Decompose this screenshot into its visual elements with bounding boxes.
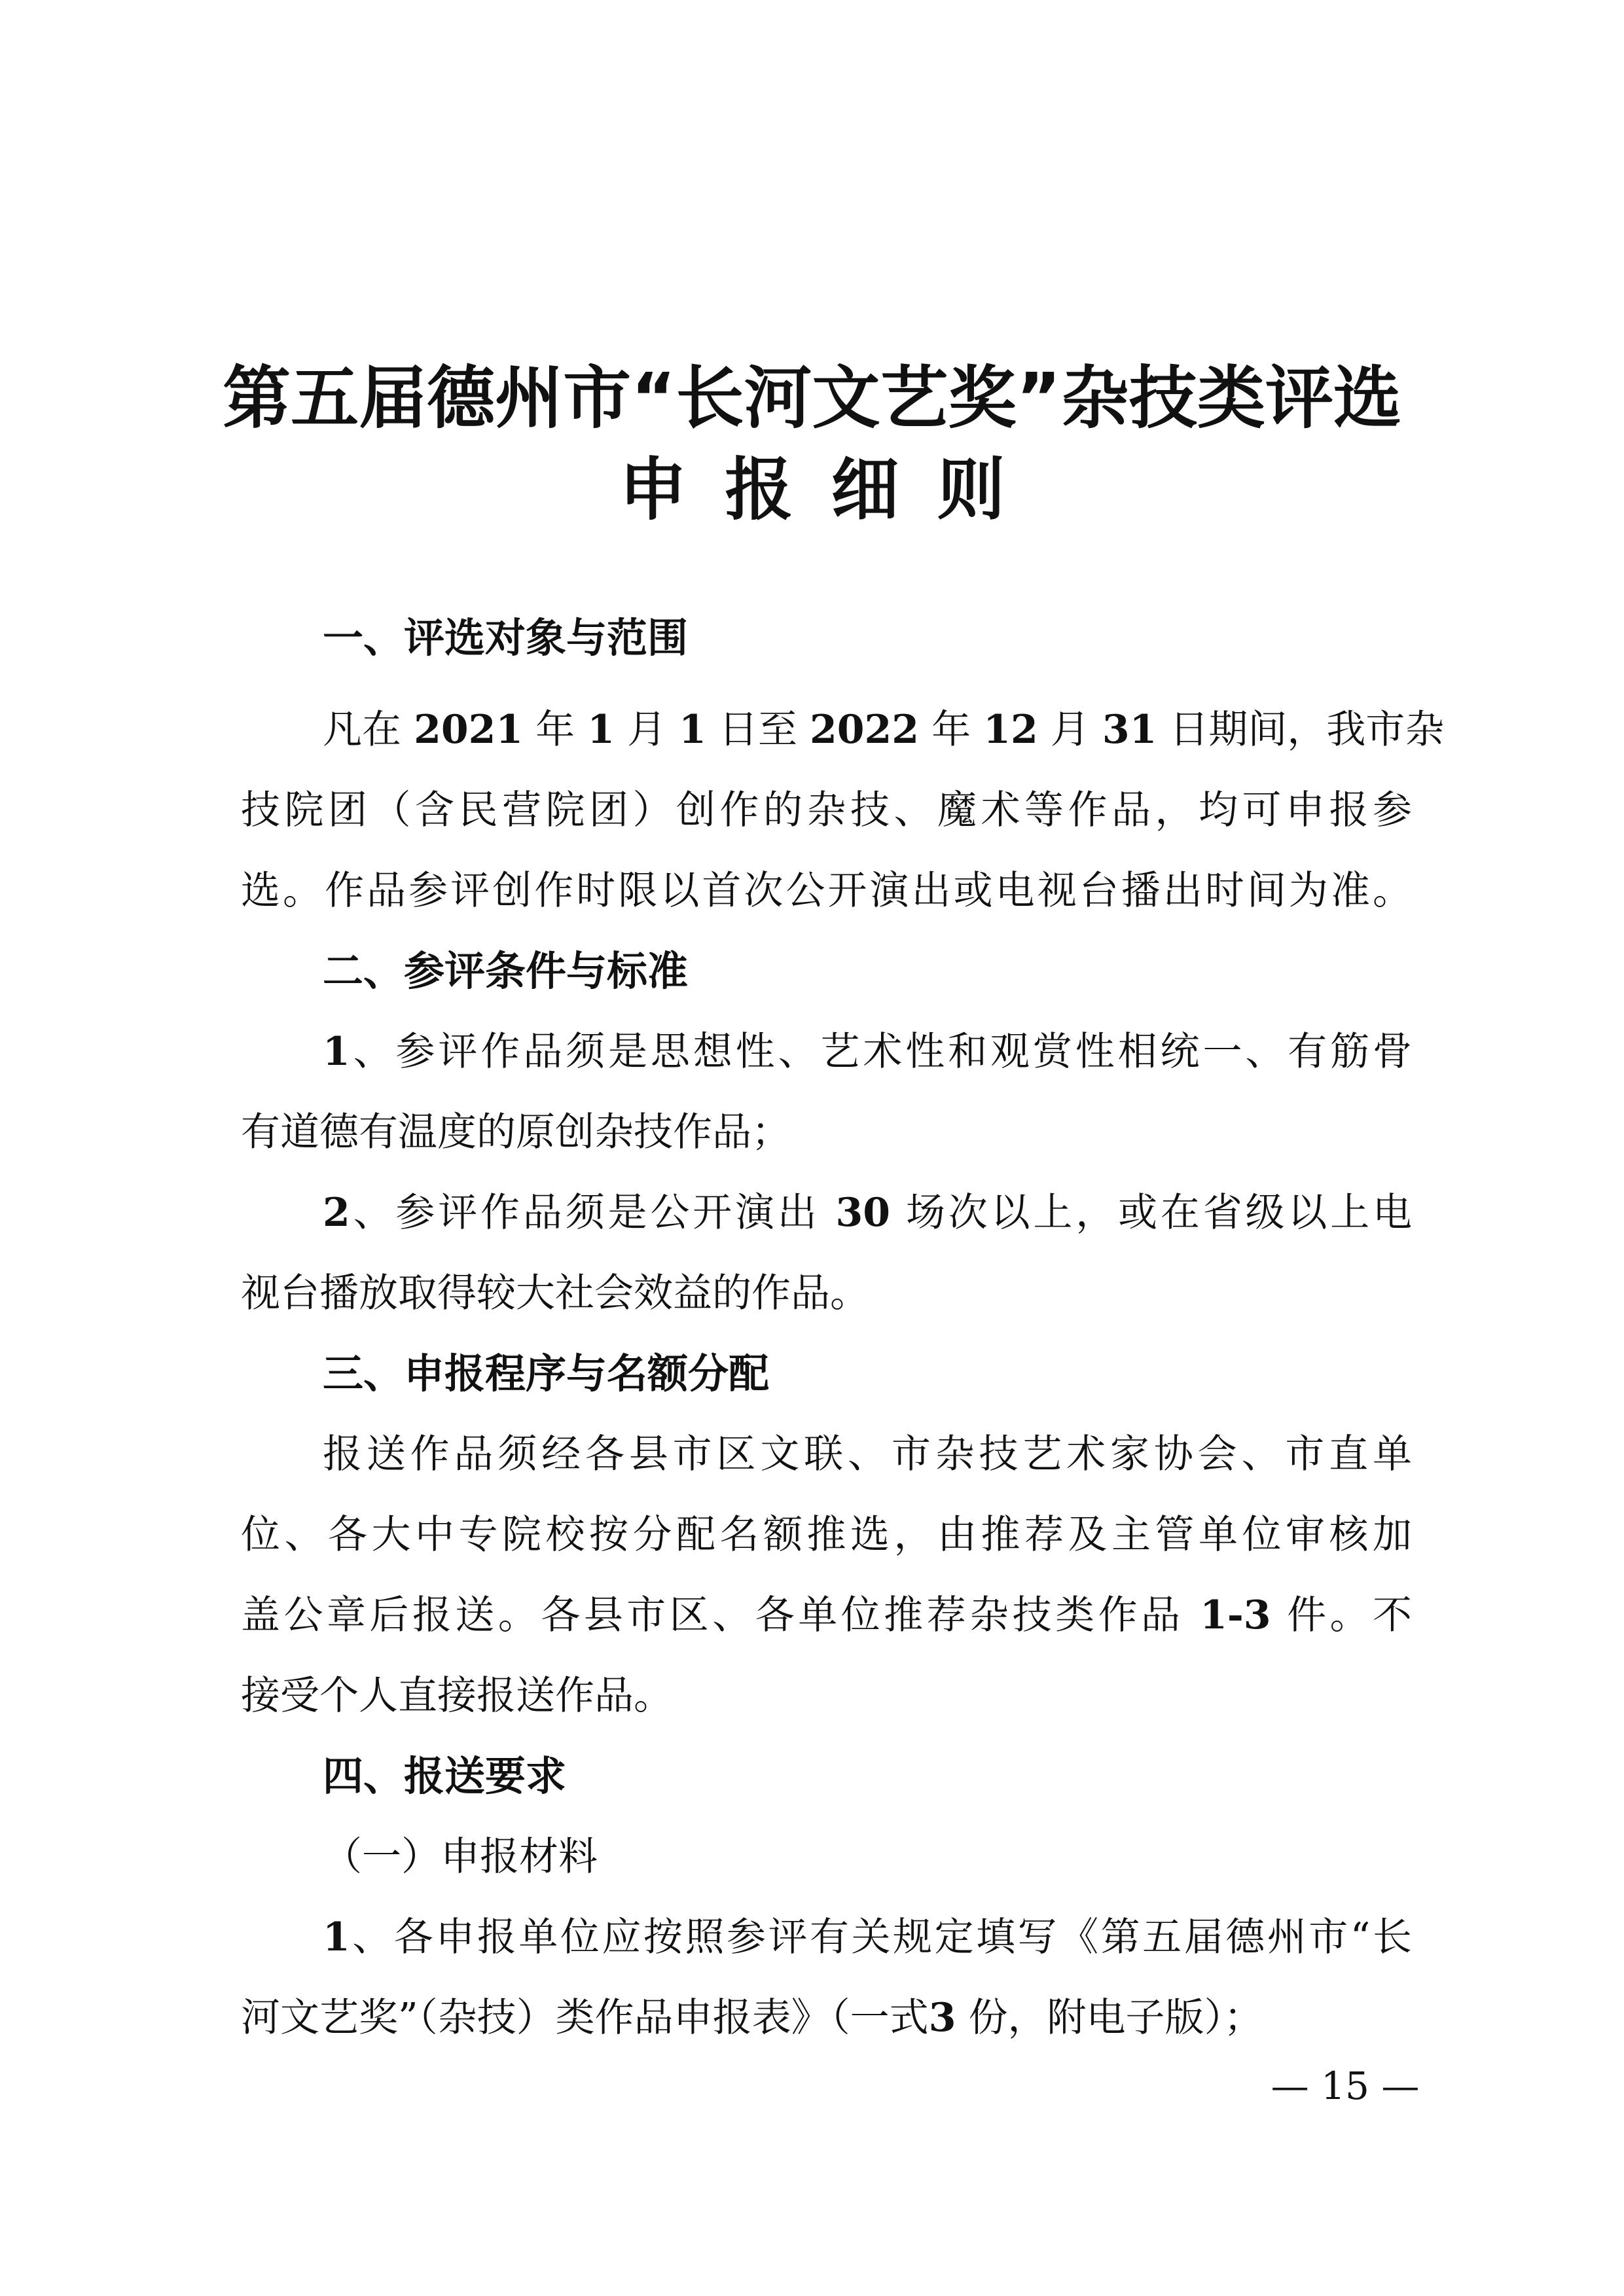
- text-run: 件。不: [1287, 1592, 1413, 1638]
- paragraph-line: 位、各大中专院校按分配名额推选，由推荐及主管单位审核加: [241, 1512, 1412, 1558]
- section-heading-1: 一、评选对象与范围: [323, 614, 689, 662]
- text-run: 月: [1050, 707, 1090, 753]
- text-run: 场次以上，或在省级以上电: [905, 1190, 1413, 1236]
- text-run: 凡在: [323, 707, 401, 753]
- list-item-line: 有道德有温度的原创杂技作品；: [241, 1109, 791, 1155]
- page-number: — 15 —: [1271, 2064, 1420, 2108]
- inline-number: 3: [928, 1995, 956, 2041]
- text-run: 、参评作品须是公开演出: [350, 1190, 820, 1236]
- paragraph-line: [241, 1592, 1412, 1638]
- subsection-heading: （一）申报材料: [323, 1834, 598, 1880]
- paragraph-line: 选。作品参评创作时限以首次公开演出或电视台播出时间为准。: [241, 868, 1412, 914]
- document-subtitle: 申报细则: [619, 450, 1043, 529]
- month-number: 12: [983, 707, 1038, 753]
- list-item-line: [323, 1914, 1412, 1960]
- list-item-line: [323, 1190, 1412, 1236]
- text-run: 盖公章后报送。各县市区、各单位推荐杂技类作品: [241, 1592, 1184, 1638]
- inline-number: 1-3: [1200, 1592, 1271, 1638]
- list-number: 2: [323, 1190, 350, 1236]
- paragraph-line: 接受个人直接报送作品。: [241, 1673, 673, 1719]
- day-number: 1: [679, 707, 706, 753]
- list-item-line: [241, 1995, 1263, 2041]
- day-number: 31: [1102, 707, 1157, 753]
- text-run: 河文艺奖”（杂技）类作品申报表》（一式: [241, 1995, 929, 2041]
- paragraph-line: [323, 707, 1445, 753]
- section-heading-3: 三、申报程序与名额分配: [323, 1350, 770, 1397]
- text-run: 年: [535, 707, 575, 753]
- year-number: 2021: [414, 707, 524, 753]
- month-number: 1: [587, 707, 615, 753]
- text-run: 份，附电子版）；: [968, 1995, 1263, 2041]
- document-title: 第五届德州市“长河文艺奖”杂技类评选: [223, 358, 1401, 438]
- text-run: 年: [931, 707, 971, 753]
- list-number: 1: [323, 1029, 350, 1075]
- text-run: 、参评作品须是思想性、艺术性和观赏性相统一、有筋骨: [350, 1029, 1412, 1075]
- paragraph-line: 报送作品须经各县市区文联、市杂技艺术家协会、市直单: [323, 1431, 1412, 1477]
- text-run: 、各申报单位应按照参评有关规定填写《第五届德州市“长: [350, 1914, 1412, 1960]
- list-number: 1: [323, 1914, 350, 1960]
- text-run: 月: [627, 707, 667, 753]
- section-heading-4: 四、报送要求: [323, 1752, 567, 1800]
- section-heading-2: 二、参评条件与标准: [323, 947, 689, 995]
- paragraph-line: 技院团（含民营院团）创作的杂技、魔术等作品，均可申报参: [241, 787, 1412, 833]
- list-item-line: 视台播放取得较大社会效益的作品。: [241, 1270, 869, 1316]
- list-item-line: [323, 1029, 1412, 1075]
- year-number: 2022: [810, 707, 920, 753]
- text-run: 日期间，我市杂: [1169, 707, 1445, 753]
- inline-number: 30: [835, 1190, 891, 1236]
- text-run: 日至: [718, 707, 797, 753]
